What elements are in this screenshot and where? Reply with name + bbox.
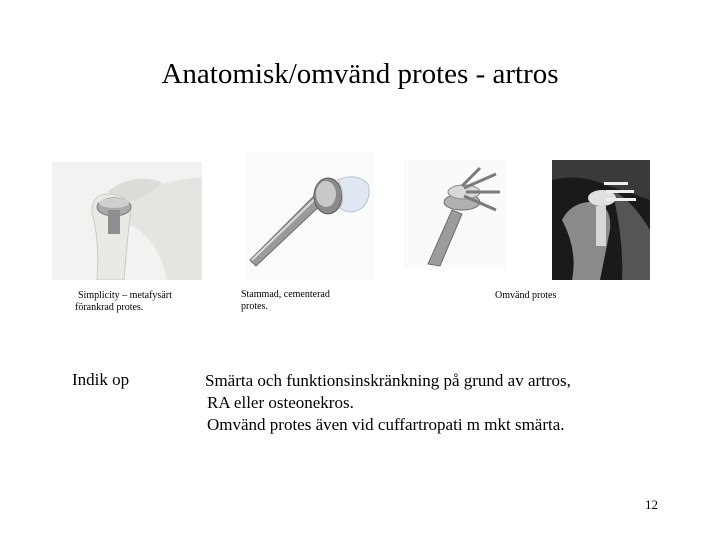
xray-image [552, 160, 650, 280]
body-line: Smärta och funktionsinskränkning på grund av artros, [205, 371, 571, 390]
image-caption-3 [495, 290, 595, 302]
caption-line: Simplicity – metafysärt [78, 290, 172, 301]
reverse-implant-illustration [404, 160, 506, 268]
image-caption-1 [75, 290, 218, 314]
reverse-prosthesis-image [404, 160, 506, 268]
slide-title: Anatomisk/omvänd protes - artros [161, 58, 559, 90]
stemmed-prosthesis-image [246, 152, 374, 280]
caption-line: protes. [241, 301, 268, 312]
image-caption-2 [241, 289, 361, 313]
caption-line: förankrad protes. [75, 302, 144, 313]
indication-text [205, 370, 685, 436]
page-number: 12 [645, 497, 658, 512]
indication-label: Indik op [72, 370, 130, 389]
xray-illustration [552, 160, 650, 280]
body-line: Omvänd protes även vid cuffartropati m mkt smärta. [207, 415, 565, 434]
caption-line: Omvänd protes [495, 290, 557, 301]
shoulder-bone-illustration [52, 162, 202, 280]
shoulder-prosthesis-image [52, 162, 202, 280]
body-line: RA eller osteonekros. [207, 393, 354, 412]
stemmed-implant-illustration [246, 152, 374, 280]
caption-line: Stammad, cementerad [241, 289, 330, 300]
